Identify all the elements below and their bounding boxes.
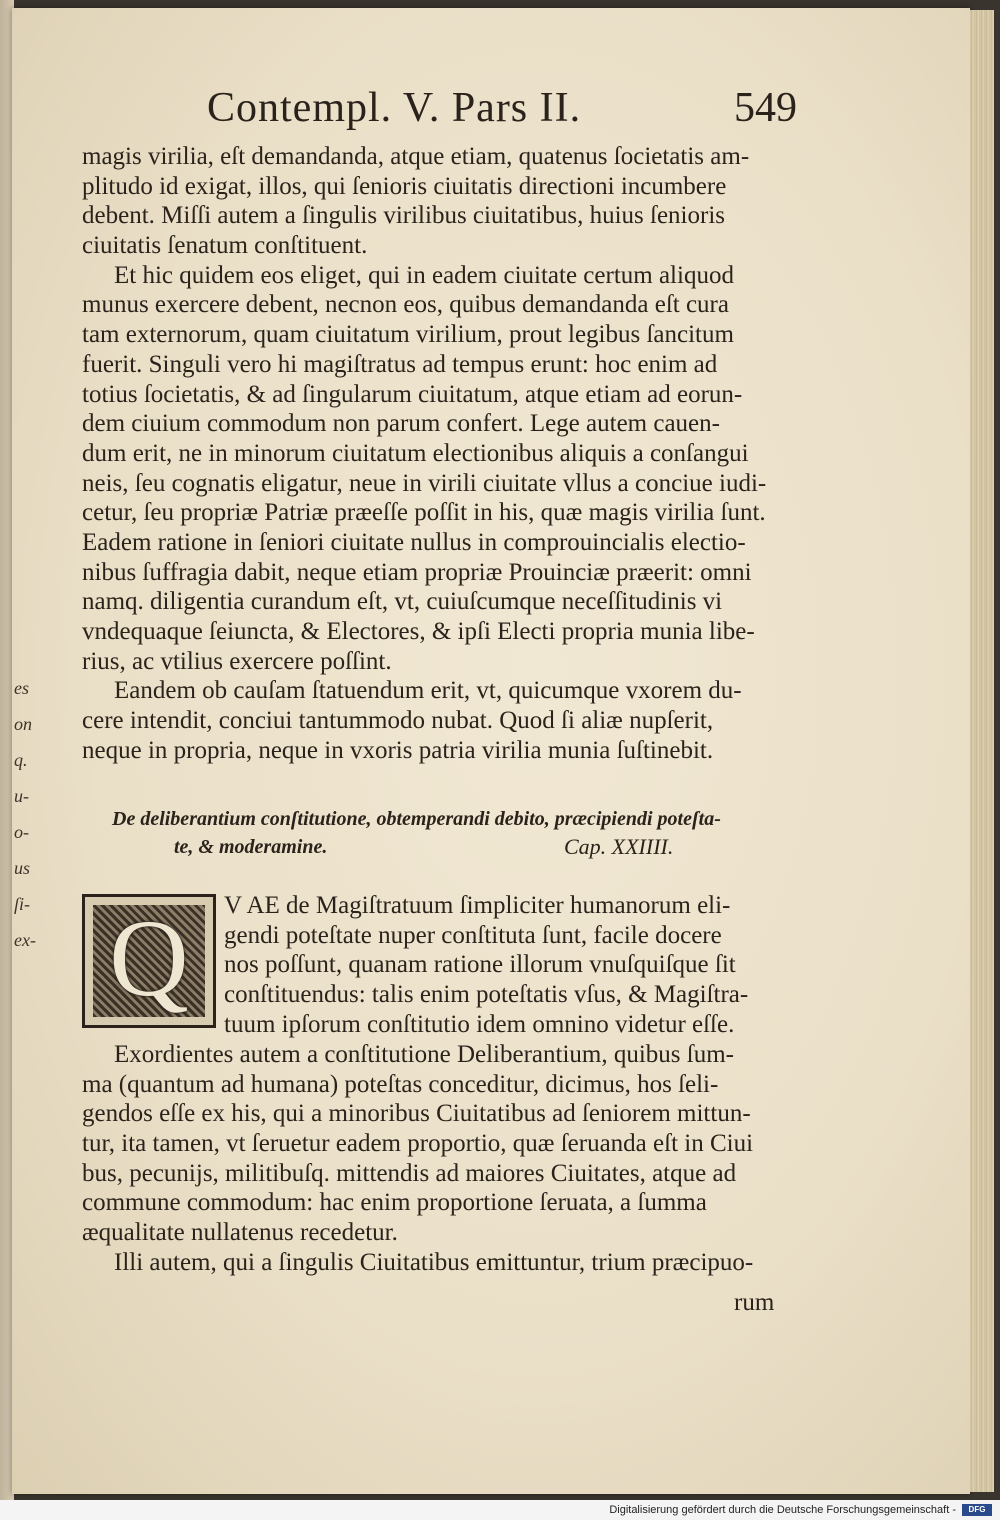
text-line: conſtituendus: talis enim poteſtatis vſus, & Magiſtra- (224, 981, 749, 1009)
text-line: vndequaque ſeiuncta, & Electores, & ipſi Electi propria munia libe- (82, 618, 755, 645)
text-line: Et hic quidem eos eliget, qui in eadem ciuitate certum aliquod (114, 261, 734, 289)
text-line: namq. diligentia curandum eſt, vt, cuiuſcumque neceſſitudinis vi (82, 588, 723, 616)
text-line: bus, pecunijs, militibuſq. mittendis ad maiores Ciuitates, atque ad (82, 1159, 737, 1187)
fragment: ſi- (14, 894, 30, 914)
text-line: tur, ita tamen, vt ſeruetur eadem proportio, quæ ſeruanda eſt in Ciui (82, 1130, 754, 1158)
text-line: neque in propria, neque in vxoris patria virilia munia ſuſtinebit. (82, 736, 714, 764)
text-line: ma (quantum ad humana) poteſtas conceditur, dicimus, hos ſeli- (82, 1070, 719, 1098)
facing-page-fragments (14, 670, 38, 1150)
page (12, 8, 970, 1494)
body-text-block-2 (82, 1040, 810, 1278)
footer-bar (0, 1500, 1000, 1520)
text-line: dum erit, ne in minorum ciuitatum electionibus aliquis a conſangui (82, 439, 749, 467)
text-line: munus exercere debent, necnon eos, quibus demandanda eſt cura (82, 291, 729, 319)
page-number: 549 (734, 85, 797, 131)
running-head-title: Contempl. V. Pars II. (207, 85, 582, 131)
text-line: Eandem ob cauſam ſtatuendum erit, vt, quicumque vxorem du- (114, 677, 742, 705)
text-line: V AE de Magiſtratuum ſimpliciter humanorum eli- (224, 892, 731, 919)
text-line: dem ciuium commodum non parum confert. Lege autem cauen- (82, 410, 720, 438)
text-line: Illi autem, qui a ſingulis Ciuitatibus emittuntur, trium præcipuo- (114, 1248, 754, 1276)
fragment: us (14, 858, 31, 878)
text-line: gendos eſſe ex his, qui a minoribus Ciuitatibus ad ſeniorem mittun- (82, 1100, 751, 1128)
fragment: o- (14, 822, 29, 842)
text-line: rius, ac vtilius exercere poſſint. (82, 647, 392, 675)
text-line: plitudo id exigat, illos, qui ſenioris ciuitatis directioni incumbere (82, 172, 727, 200)
text-line: Exordientes autem a conſtitutione Deliberantium, quibus ſum- (114, 1041, 734, 1068)
catchword: rum (734, 1289, 775, 1316)
text-line: gendi poteſtate nuper conſtituta ſunt, facile docere (224, 921, 722, 949)
chapter-heading (112, 805, 812, 861)
drop-cap-text-block (224, 891, 809, 1039)
text-line: cetur, ſeu propriæ Patriæ præeſſe poſſit in his, quæ magis virilia ſunt. (82, 499, 766, 527)
chapter-heading-line: De deliberantium conſtitutione, obtemperandi debito, præcipiendi poteſta- (112, 808, 721, 830)
decorated-initial (82, 894, 216, 1028)
dfg-logo: DFG (962, 1504, 992, 1516)
text-line: cere intendit, conciui tantummodo nubat. Quod ſi aliæ nupſerit, (82, 707, 714, 735)
page-edges (970, 10, 994, 1492)
text-line: tam externorum, quam ciuitatum virilium, prout legibus ſancitum (82, 321, 734, 349)
text-line: Eadem ratione in ſeniori ciuitate nullus in comprouincialis electio- (82, 528, 746, 556)
text-line: nos poſſunt, quanam ratione illorum vnuſquiſque ſit (224, 951, 736, 979)
text-line: fuerit. Singuli vero hi magiſtratus ad tempus erunt: hoc enim ad (82, 350, 718, 378)
initial-letter: Q (109, 897, 189, 1019)
funding-notice: Digitalisierung gefördert durch die Deutsche Forschungsgemeinschaft - (609, 1504, 956, 1516)
running-head (207, 84, 797, 144)
chapter-number: Cap. XXIIII. (564, 834, 674, 859)
body-text-block-1 (82, 142, 822, 765)
text-line: tuum ipſorum conſtitutio idem omnino videtur eſſe. (224, 1010, 735, 1038)
fragment: on (14, 714, 32, 734)
text-line: nibus ſuffragia dabit, neque etiam propriæ Prouinciæ præerit: omni (82, 558, 752, 586)
text-line: magis virilia, eſt demandanda, atque etiam, quatenus ſocietatis am- (82, 143, 750, 170)
fragment: es (14, 678, 29, 698)
fragment: u- (14, 786, 29, 806)
text-line: æqualitate nullatenus recedetur. (82, 1219, 398, 1247)
text-line: ciuitatis ſenatum conſtituent. (82, 232, 368, 260)
text-line: totius ſocietatis, & ad ſingularum ciuitatum, atque etiam ad eorun- (82, 380, 743, 408)
fragment: ex- (14, 930, 36, 950)
chapter-heading-line: te, & moderamine. (174, 836, 328, 858)
fragment: q. (14, 750, 28, 770)
text-line: debent. Miſſi autem a ſingulis virilibus ciuitatibus, huius ſenioris (82, 202, 725, 230)
text-line: neis, ſeu cognatis eligatur, neue in virili ciuitate vllus a conciue iudi- (82, 469, 767, 497)
text-line: commune commodum: hac enim proportione ſeruata, a ſumma (82, 1189, 707, 1217)
